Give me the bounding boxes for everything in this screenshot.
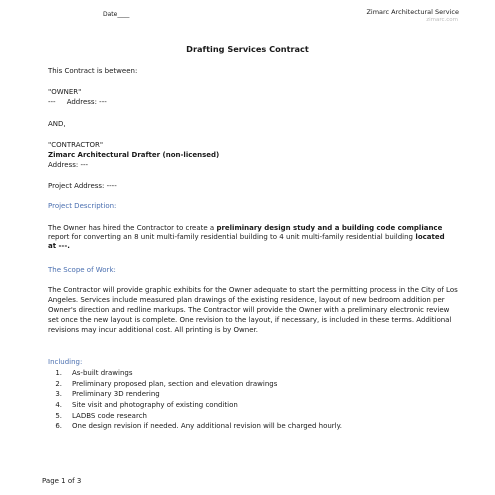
list-item [48, 422, 468, 433]
list-item-text: One design revision if needed. Any additional revision will be charged hourly. [72, 422, 342, 431]
scope-heading: The Scope of Work: [48, 266, 116, 274]
contractor-address: Address: --- [48, 161, 89, 169]
project-description-prefix: The Owner has hired the Contractor to create a [48, 224, 217, 232]
list-item-text: Preliminary 3D rendering [72, 390, 160, 399]
list-item-text: Site visit and photography of existing condition [72, 401, 238, 410]
list-item [48, 390, 468, 401]
contractor-label: "CONTRACTOR" [48, 141, 104, 149]
scope-text: The Contractor will provide graphic exhibits for the Owner adequate to start the permitting process in the City of Los Angeles. Services include measured plan drawings of the existing residence, layout of new bedroom addition per Owner's direction and redline markups. The Contractor will provide the Owner with a preliminary electronic review set once the new layout is complete. One revision to the layout, if necessary, is included in these terms. Additional revisions may incur additional cost. All printing is by Owner. [48, 286, 458, 334]
list-item-number: 2. [55, 379, 62, 388]
header-website: zimarc.com [426, 17, 458, 23]
and-text: AND, [48, 120, 66, 128]
header-company-name: Zimarc Architectural Service [366, 8, 459, 16]
owner-line: --- Address: --- [48, 98, 107, 106]
project-description [48, 224, 452, 251]
list-item [48, 401, 468, 412]
intro-text: This Contract is between: [48, 67, 138, 75]
project-description-bold: preliminary design study and a building code compliance [216, 224, 443, 232]
list-item [48, 412, 468, 423]
list-item-text: Preliminary proposed plan, section and elevation drawings [72, 379, 278, 388]
included-items-list [48, 369, 468, 433]
list-item-text: As-built drawings [72, 369, 133, 377]
header-date: Date____ [103, 11, 130, 18]
project-address: Project Address: ---- [48, 182, 117, 190]
list-item-number: 5. [55, 411, 62, 420]
including-heading: Including: [48, 358, 83, 366]
project-description-middle: report for converting an 8 unit multi-family residential building to 4 unit multi-family residential building [48, 233, 413, 241]
project-description-heading: Project Description: [48, 202, 117, 210]
page-number: Page 1 of 3 [42, 477, 82, 485]
list-item [48, 380, 468, 391]
document-title: Drafting Services Contract [186, 44, 309, 54]
contractor-name: Zimarc Architectural Drafter (non-licensed) [48, 151, 220, 159]
list-item-number: 3. [55, 390, 62, 399]
project-description-location: located at ---. [48, 233, 445, 250]
list-item-number: 6. [55, 422, 62, 431]
owner-label: "OWNER" [48, 88, 82, 96]
list-item [48, 369, 468, 380]
list-item-number: 4. [55, 401, 62, 410]
list-item-text: LADBS code research [72, 411, 147, 420]
list-item-number: 1. [55, 369, 62, 377]
